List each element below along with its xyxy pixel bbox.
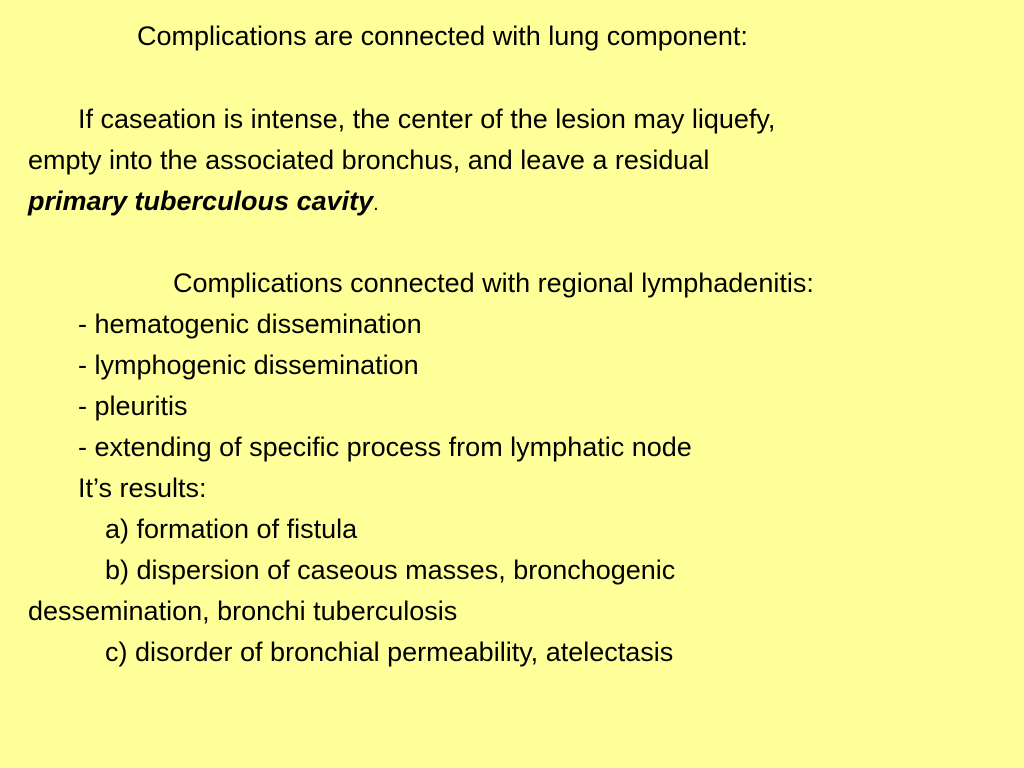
paragraph-line-3 bbox=[28, 181, 379, 225]
result-item-b-continuation: dessemination, bronchi tuberculosis bbox=[28, 596, 458, 626]
complication-item: - pleuritis bbox=[78, 391, 188, 421]
heading-regional-lymphadenitis: Complications connected with regional lymphadenitis: bbox=[173, 268, 814, 298]
complication-item: - lymphogenic dissemination bbox=[78, 350, 419, 380]
result-item-b: b) dispersion of caseous masses, bronchogenic bbox=[105, 555, 676, 585]
results-label: It’s results: bbox=[78, 473, 207, 503]
heading-lung-component: Complications are connected with lung component: bbox=[137, 21, 748, 51]
complication-item: - hematogenic dissemination bbox=[78, 309, 422, 339]
paragraph-line-2: empty into the associated bronchus, and leave a residual bbox=[28, 145, 710, 175]
sentence-period: . bbox=[373, 193, 379, 215]
paragraph-line-1: If caseation is intense, the center of the lesion may liquefy, bbox=[78, 104, 776, 134]
result-item-c: c) disorder of bronchial permeability, atelectasis bbox=[105, 637, 674, 667]
complication-item: - extending of specific process from lymphatic node bbox=[78, 432, 692, 462]
primary-tuberculous-cavity-term: primary tuberculous cavity bbox=[28, 186, 374, 216]
result-item-a: a) formation of fistula bbox=[105, 514, 358, 544]
